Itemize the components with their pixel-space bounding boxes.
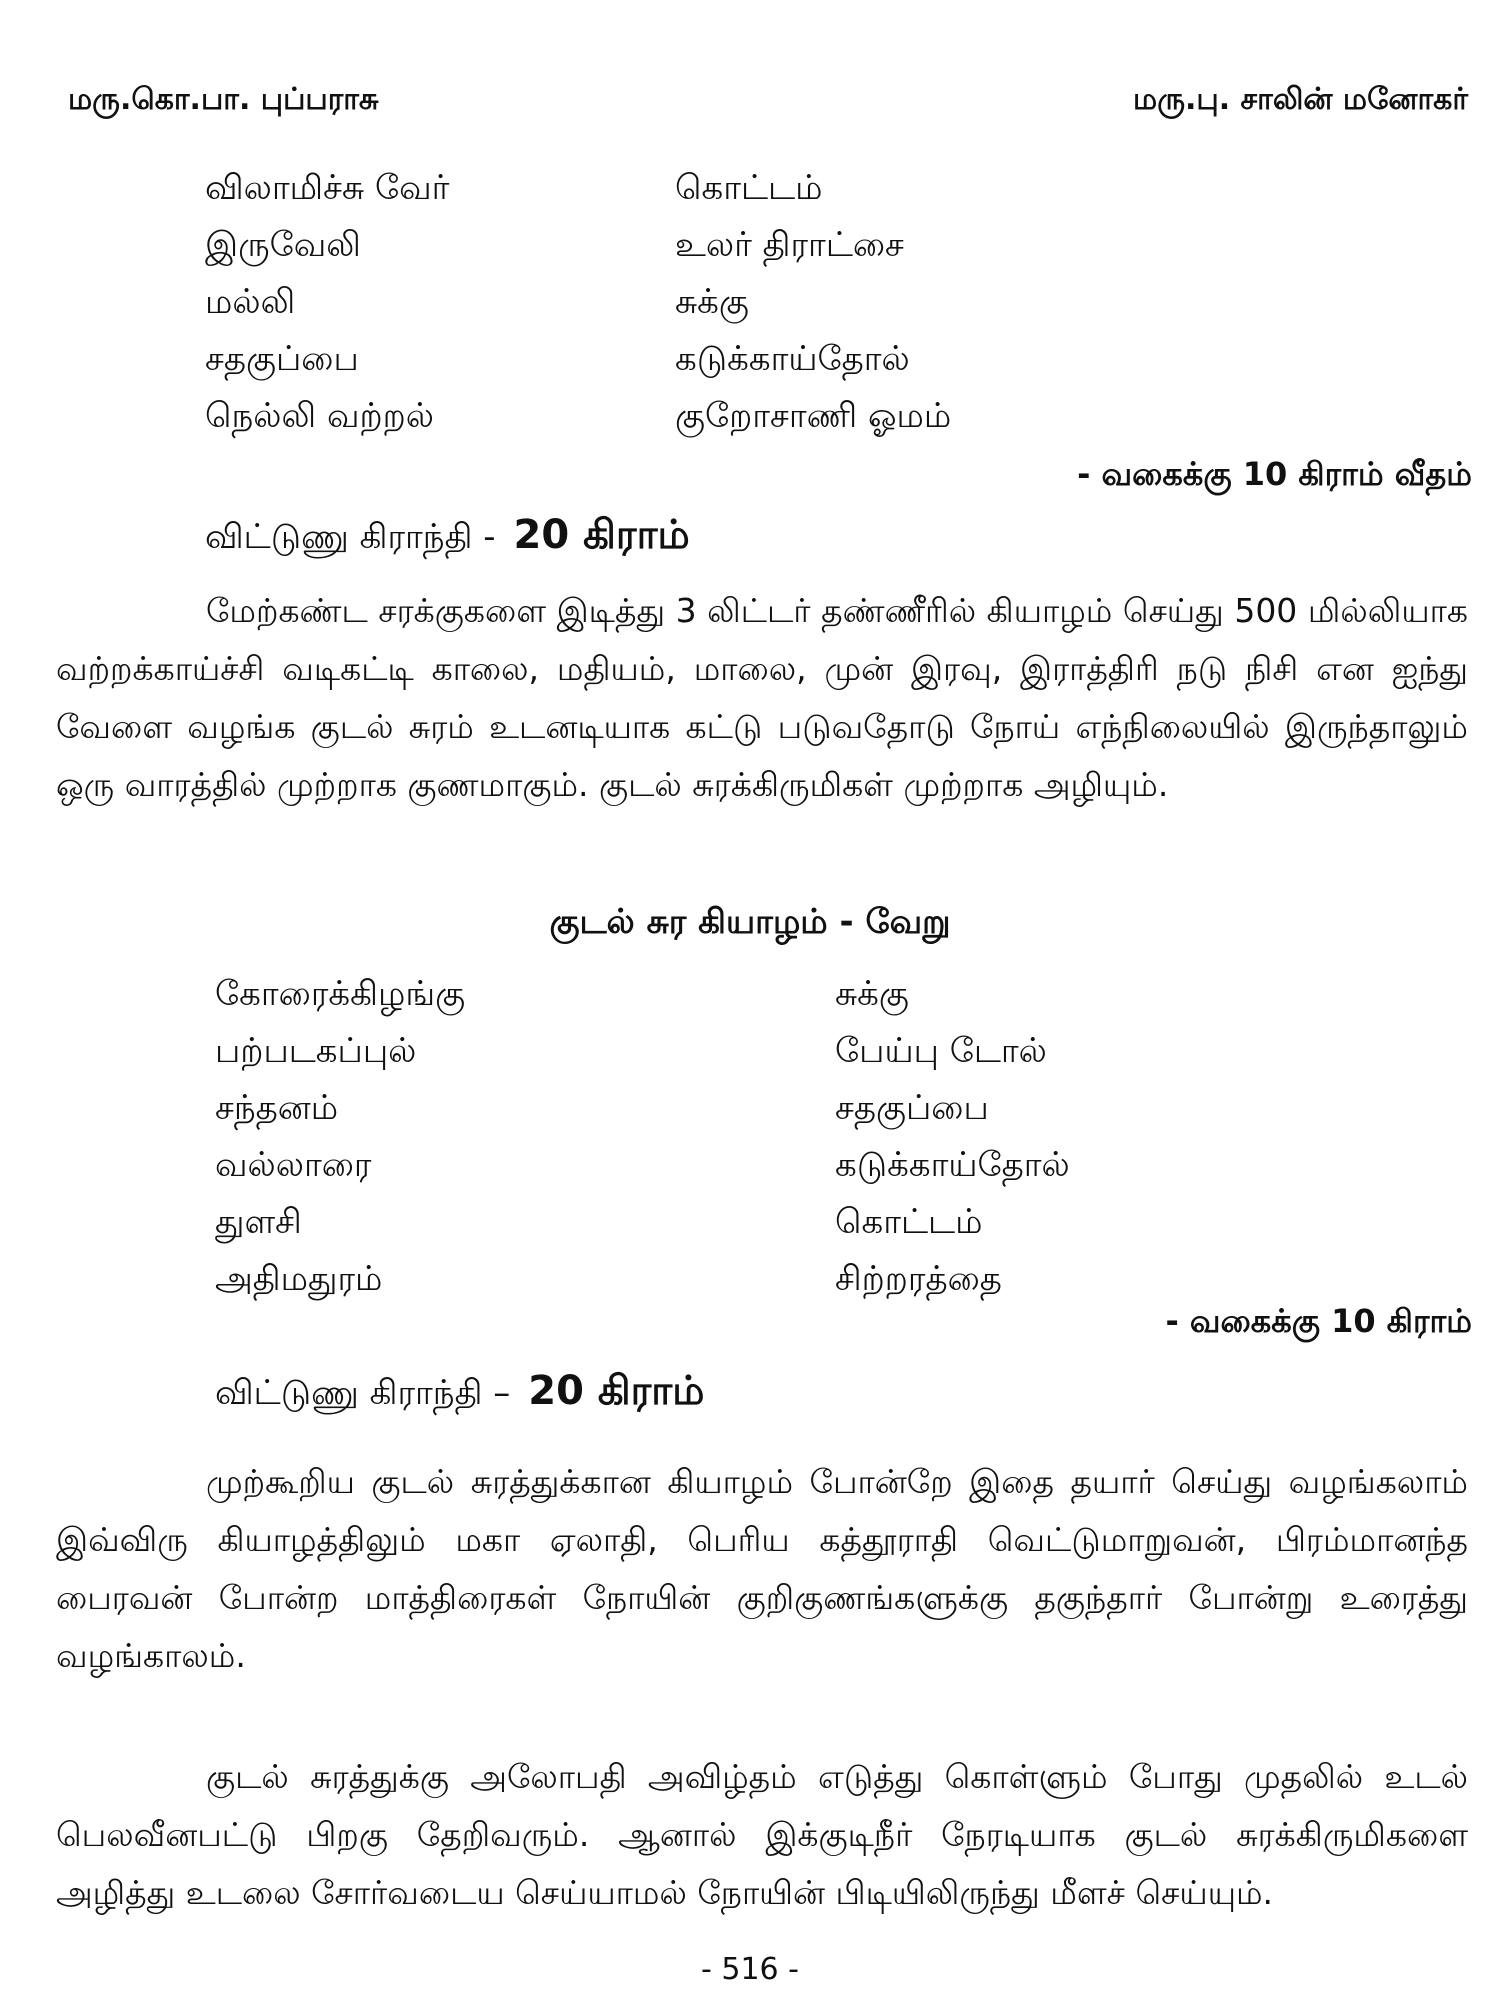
- ingredient: அதிமதுரம்: [215, 1259, 383, 1299]
- instructions-paragraph: முற்கூறிய குடல் சுரத்துக்கான கியாழம் போன்றே இதை தயார் செய்து வழங்கலாம் இவ்விரு கியாழத்திலும் மகா ஏலாதி, பெரிய கத்தூராதி வெட்டுமாறுவன், பிரம்மானந்த பைரவன் போன்ற மாத்திரைகள் நோயின் குறிகுணங்களுக்கு தகுந்தார் போன்று உரைத்து வழங்காலம்.: [56, 1462, 1468, 1675]
- ingredient: கொட்டம்: [675, 168, 823, 208]
- section-title: குடல் சுர கியாழம் - வேறு: [549, 902, 951, 942]
- ingredient: உலர் திராட்சை: [675, 225, 904, 265]
- ingredient: சுக்கு: [675, 282, 749, 322]
- ingredient: இருவேலி: [205, 225, 361, 265]
- extra-ingredient-label: விட்டுணு கிராந்தி -: [205, 517, 496, 557]
- header-right-author: மரு.பு. சாலின் மனோகர்: [1133, 82, 1468, 117]
- notes-paragraph: குடல் சுரத்துக்கு அலோபதி அவிழ்தம் எடுத்து கொள்ளும் போது முதலில் உடல் பெலவீனபட்டு பிறகு தேறிவரும். ஆனால் இக்குடிநீர் நேரடியாக குடல் சுரக்கிருமிகளை அழித்து உடலை சோர்வடைய செய்யாமல் நோயின் பிடியிலிருந்து மீளச் செய்யும்.: [56, 1757, 1468, 1912]
- ingredient: கடுக்காய்தோல்: [835, 1145, 1070, 1185]
- ingredient: சுக்கு: [835, 974, 909, 1014]
- ingredient: கடுக்காய்தோல்: [675, 339, 910, 379]
- ingredient: நெல்லி வற்றல்: [205, 396, 434, 436]
- quantity-note-1: - வகைக்கு 10 கிராம் வீதம்: [1077, 455, 1472, 493]
- extra-ingredient-amount: 20 கிராம்: [513, 512, 690, 558]
- ingredient: சதகுப்பை: [205, 339, 359, 379]
- ingredient: மல்லி: [205, 282, 296, 322]
- ingredient: குறோசாணி ஓமம்: [675, 396, 952, 436]
- ingredient: வல்லாரை: [215, 1145, 372, 1185]
- page-number: - 516 -: [701, 1952, 799, 1987]
- ingredient: கோரைக்கிழங்கு: [215, 974, 466, 1014]
- ingredient: சந்தனம்: [215, 1088, 339, 1128]
- extra-ingredient-label: விட்டுணு கிராந்தி –: [215, 1373, 511, 1413]
- extra-ingredient-1: [205, 512, 690, 563]
- ingredient-list-1: [205, 160, 1195, 445]
- instructions-paragraph: மேற்கண்ட சரக்குகளை இடித்து 3 லிட்டர் தண்ணீரில் கியாழம் செய்து 500 மில்லியாக வற்றக்காய்ச்சி வடிகட்டி காலை, மதியம், மாலை, முன் இரவு, இராத்திரி நடு நிசி என ஐந்து வேளை வழங்க குடல் சுரம் உடனடியாக கட்டு படுவதோடு நோய் எந்நிலையில் இருந்தாலும் ஒரு வாரத்தில் முற்றாக குணமாகும். குடல் சுரக்கிருமிகள் முற்றாக அழியும்.: [56, 591, 1468, 804]
- quantity-note-2: - வகைக்கு 10 கிராம்: [1165, 1302, 1472, 1340]
- ingredient: சதகுப்பை: [835, 1088, 989, 1128]
- ingredient: விலாமிச்சு வேர்: [205, 168, 450, 208]
- ingredient: துளசி: [215, 1202, 302, 1242]
- ingredient: கொட்டம்: [835, 1202, 983, 1242]
- extra-ingredient-2: [215, 1368, 704, 1419]
- header-left-author: மரு.கொ.பா. புப்பராசு: [68, 82, 379, 117]
- ingredient: பற்படகப்புல்: [215, 1031, 417, 1071]
- ingredient-list-2: [215, 966, 1355, 1308]
- ingredient: பேய்பு டோல்: [835, 1031, 1047, 1071]
- ingredient: சிற்றரத்தை: [835, 1259, 1002, 1299]
- extra-ingredient-amount: 20 கிராம்: [528, 1368, 705, 1414]
